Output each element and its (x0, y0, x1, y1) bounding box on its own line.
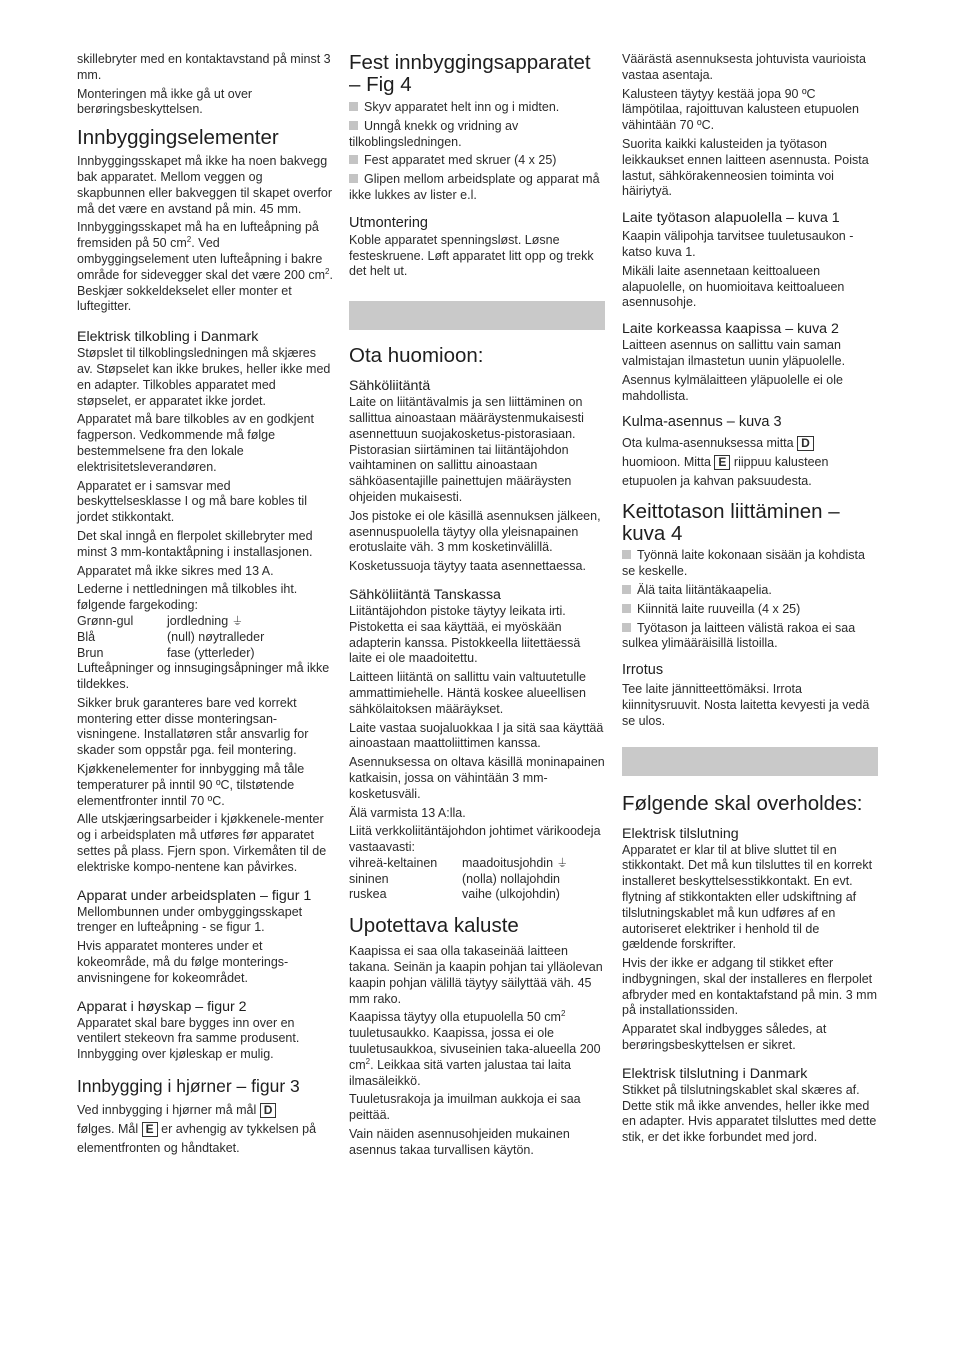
paragraph: Väärästä asennuksesta johtuvista vaurioista vastaa asentaja. (622, 52, 866, 82)
list-item: Skyv apparatet helt inn og i midten. (349, 100, 605, 116)
paragraph: Laite vastaa suojaluokkaa I ja sitä saa käyttää ainoastaan maattoliittimen kanssa. (349, 720, 604, 751)
paragraph: Det skal inngå en flerpolet skillebryter med minst 3 mm-kontaktåpning i installasjonen. (77, 528, 313, 559)
paragraph: Stikket på tilslutningskablet skal skæres af. Dette stik må ikke anvendes, heller ikke med en adapter. Hvis apparatet tilsluttes med dette stik, er det ikke forbundet med jord. (622, 1082, 877, 1145)
paragraph: Suorita kaikki kalusteiden ja työtason leikkaukset ennen laitteen asennusta. Poista lastut, sähkörakenneosien toiminta voi häiriytyä. (622, 136, 869, 199)
table-row: ruskea vaihe (ulkojohdin) (349, 887, 560, 902)
paragraph: Liitä verkkoliitäntäjohdon johtimet värikoodeja vastaavasti: (349, 824, 601, 855)
list-item: Fest apparatet med skruer (4 x 25) (349, 153, 605, 169)
bullet-square-icon (349, 155, 358, 164)
heading-folgende-skal-overholdes: Følgende skal overholdes: (622, 791, 863, 815)
paragraph: Koble apparatet spenningsløst. Løsne festeskruene. Løft apparatet litt opp og trekk det helt ut. (349, 232, 594, 279)
paragraph: Laitteen liitäntä on sallittu vain valtuutetulle ammattimiehelle. Häntä koskee alueellisen sähkölaitoksen määräykset. (349, 670, 586, 716)
paragraph: Lufteåpninger og innsugingsåpninger må ikke tildekkes. (77, 661, 330, 692)
paragraph: Alle utskjæringsarbeider i kjøkkenele-menter og i arbeidsplaten må utføres før apparatet settes på plass. Fjern spon. Virkemåten til de elektriske kompo-nentene kan påvirkes. (77, 812, 327, 874)
paragraph: Mellombunnen under ombyggingsskapet trenger en lufteåpning - se figur 1. (77, 904, 303, 935)
paragraph: Hvis der ikke er adgang til stikket efter indbygningen, skal der installeres en flerpolet afbryder med en kontaktafstand på min. 3 mm på installationssiden. (622, 956, 877, 1018)
subheading-elektrisk-tilkobling: Elektrisk tilkobling i Danmark (77, 329, 259, 346)
paragraph: Innbyggingsskapet må ha en lufteåpning på fremsiden på 50 $cm^2$. Ved ombyggingselement uten lufteåpning i bakre område for sidevegger skal det være 200 $cm^2$. Beskjær sokkeldekselet eller monter et luftegitter. (77, 220, 333, 314)
heading-fest-innbyggingsapparatet: Fest innbyggingsapparatet – Fig 4 (349, 51, 591, 96)
dimension-e-label: E (142, 1122, 158, 1137)
section-divider-bar (349, 301, 605, 330)
paragraph: Apparatet skal indbygges således, at berøringsbeskyttelsen er sikret. (622, 1022, 827, 1053)
bullet-square-icon (622, 550, 631, 559)
earth-icon: ⏚ (231, 613, 244, 628)
paragraph: Laitteen asennus on sallittu vain saman valmistajan ilmastetun uunin yläpuolelle. (622, 338, 846, 368)
bullet-square-icon (349, 102, 358, 111)
paragraph: Kalusteen täytyy kestää jopa 90 ºC lämpötilaa, rajoittuvan kalusteen etupuolen vähintään 70 ºC. (622, 86, 859, 133)
heading-innbygging-hjorner: Innbygging i hjørner – figur 3 (77, 1076, 300, 1097)
paragraph: Älä varmista 13 A:lla. (349, 805, 466, 820)
column-2 (349, 52, 605, 1162)
subheading-laite-tyotason-alapuolella: Laite työtason alapuolella – kuva 1 (622, 210, 840, 227)
paragraph: Vain näiden asennusohjeiden mukainen asennus takaa turvallisen käytön. (349, 1127, 570, 1157)
table-row: Grønn-gul jordledning ⏚ (77, 613, 244, 628)
paragraph: Sikker bruk garanteres bare ved korrekt montering etter disse monteringsan-visningene. Installatøren står ansvarlig for skader som oppstår pga. feil montering. (77, 695, 309, 758)
paragraph: Kaapissa ei saa olla takaseinää laitteen takana. Seinän ja kaapin pohjan tai ylläolevan kaapin pohjan välillä täytyy säilyttää väh. 45 mm rako. (349, 944, 603, 1006)
paragraph: Kosketussuoja täytyy taata asennettaessa. (349, 559, 586, 574)
subheading-sahkoliitanta: Sähköliitäntä (349, 378, 431, 395)
color-code-table (349, 856, 568, 903)
dimension-d-label: D (260, 1103, 277, 1118)
table-row: vihreä-keltainen maadoitusjohdin ⏚ (349, 855, 569, 870)
paragraph: Hvis apparatet monteres under et kokeområde, må du følge monterings-anvisningene for kokeområdet. (77, 939, 289, 985)
list-item: Työtason ja laitteen välistä rakoa ei saa sulkea ylimääräisillä listoilla. (622, 620, 856, 651)
list-item: Unngå knekk og vridning av tilkoblingsledningen. (349, 118, 519, 149)
subheading-elektrisk-tilslutning-danmark: Elektrisk tilslutning i Danmark (622, 1065, 808, 1082)
paragraph: Liitäntäjohdon pistoke täytyy leikata irti. Pistoketta ei saa käyttää, ei myöskään adapterin kanssa. Pistokkeella liitettäessä laite ei ole maadoitettu. (349, 603, 581, 666)
heading-innbyggingselementer: Innbyggingselementer (77, 126, 279, 150)
heading-ota-huomioon: Ota huomioon: (349, 344, 484, 368)
paragraph: Ved innbygging i hjørner må mål D følges. Mål E er avhengig av tykkelsen på elementfronten og håndtaket. (77, 1103, 317, 1156)
earth-icon: ⏚ (556, 855, 569, 870)
paragraph: skillebryter med en kontaktavstand på minst 3 mm. (77, 52, 331, 82)
paragraph: Støpslet til tilkoblingsledningen må skjæres av. Støpselet kan ikke brukes, heller ikke med en adapter. Tilkobles apparatet med støpselet, er apparatet ikke jordet. (77, 346, 331, 408)
paragraph: Kaapissa täytyy olla etupuolella 50 $cm^2$ tuuletusaukko. Kaapissa, jossa ei ole tuuletusaukkoa, sivuseinien taka-alueella 200 $cm^2$. Leikkaa sitä varten jalustaa tai laita ilmasäleikkö. (349, 1009, 601, 1088)
subheading-apparat-hoyskap: Apparat i høyskap – figur 2 (77, 998, 247, 1015)
bullet-square-icon (622, 623, 631, 632)
heading-upotettava-kaluste: Upotettava kaluste (349, 914, 519, 938)
table-row: sininen (nolla) nollajohdin (349, 871, 560, 886)
list-item: Kiinnitä laite ruuveilla (4 x 25) (622, 602, 878, 618)
heading-keittotason-liittaminen: Keittotason liittäminen – kuva 4 (622, 500, 840, 546)
paragraph: Apparatet må bare tilkobles av en godkjent fagperson. Vedkommende må følge bestemmelsene fra den lokale elektrisitetsleverandøren. (77, 412, 314, 474)
paragraph: Asennuksessa on oltava käsillä moninapainen katkaisin, jossa on vähintään 3 mm-kosketusväli. (349, 755, 605, 801)
table-row: Brun fase (ytterleder) (77, 645, 255, 660)
paragraph: Apparatet skal bare bygges inn over en ventilert stekeovn fra samme produsent. Innbygging over kjøleskap er mulig. (77, 1015, 300, 1062)
heading-utmontering: Utmontering (349, 214, 428, 231)
paragraph: Kjøkkenelementer for innbygging må tåle temperaturer på inntil 90 ºC, tilstøtende elementfronter inntil 70 ºC. (77, 762, 305, 808)
list-item: Työnnä laite kokonaan sisään ja kohdista se keskelle. (622, 548, 865, 579)
color-code-table (77, 614, 264, 661)
paragraph: Apparatet er klar til at blive sluttet til en stikkontakt. Det må kun tilsluttes til en korrekt installeret beskyttelsesstikkontakt. En evt. flytning af stikkontakten eller udskiftning af tilslutningskablet må kun udføres af en autoriseret elektriker i henhold til de gældende forskrifter. (622, 842, 873, 952)
paragraph: Monteringen må ikke gå ut over berøringsbeskyttelsen. (77, 86, 253, 117)
paragraph: Laite on liitäntävalmis ja sen liittäminen on sallittua ainoastaan määräystenmukaisesti asennettuun suojakosketus-pistorasiaan. Pistorasian siirtäminen tai liitäntäjohdon vaihtaminen on sallittu ainoastaan sähköasentajille painettujen määräysten ohjeiden mukaisesti. (349, 395, 584, 504)
paragraph: Kaapin välipohja tarvitsee tuuletusaukon - katso kuva 1. (622, 229, 854, 259)
paragraph: Asennus kylmälaitteen yläpuolelle ei ole mahdollista. (622, 372, 843, 403)
bullet-square-icon (622, 604, 631, 613)
paragraph: Jos pistoke ei ole käsillä asennuksen jälkeen, asennuspuolella täytyy olla yleisnapainen erotuslaite väh. 3 mm kosketinvälillä. (349, 508, 601, 555)
subheading-sahkoliitanta-tanskassa: Sähköliitäntä Tanskassa (349, 586, 501, 603)
heading-kulma-asennus: Kulma-asennus – kuva 3 (622, 414, 782, 431)
paragraph: Lederne i nettledningen må tilkobles iht. følgende fargekoding: (77, 582, 298, 613)
paragraph: Ota kulma-asennuksessa mitta D huomioon. Mitta E riippuu kalusteen etupuolen ja kahvan paksuudesta. (622, 436, 829, 489)
paragraph: Tee laite jännitteettömäksi. Irrota kiinnitysruuvit. Nosta laitetta kevyesti ja vedä se ulos. (622, 682, 870, 728)
bullet-square-icon (349, 174, 358, 183)
paragraph: Apparatet må ikke sikres med 13 A. (77, 563, 274, 578)
paragraph: Innbyggingsskapet må ikke ha noen bakvegg bak apparatet. Mellom veggen og skapbunnen eller bakveggen til skapet overfor må det være en avstand på min. 45 mm. (77, 154, 333, 216)
section-divider-bar (622, 747, 878, 776)
subheading-elektrisk-tilslutning: Elektrisk tilslutning (622, 825, 739, 842)
bullet-square-icon (622, 585, 631, 594)
column-1 (77, 52, 333, 1161)
bullet-square-icon (349, 121, 358, 130)
list-item: Glipen mellom arbeidsplate og apparat må ikke lukkes av lister e.l. (349, 172, 600, 202)
list-item: Älä taita liitäntäkaapelia. (622, 583, 878, 599)
dimension-e-label: E (714, 455, 730, 470)
subheading-laite-korkeassa-kaapissa: Laite korkeassa kaapissa – kuva 2 (622, 321, 839, 338)
paragraph: Apparatet er i samsvar med beskyttelsesklasse I og må bare kobles til jordet stikkontakt. (77, 478, 307, 525)
column-3 (622, 52, 878, 1149)
paragraph: Mikäli laite asennetaan keittoalueen alapuolelle, on huomioitava keittoalueen asennusohje. (622, 263, 845, 310)
dimension-d-label: D (797, 436, 814, 451)
table-row: Blå (null) nøytralleder (77, 629, 265, 644)
subheading-apparat-under: Apparat under arbeidsplaten – figur 1 (77, 887, 312, 904)
heading-irrotus: Irrotus (622, 662, 664, 679)
paragraph: Tuuletusrakoja ja imuilman aukkoja ei saa peittää. (349, 1092, 581, 1123)
